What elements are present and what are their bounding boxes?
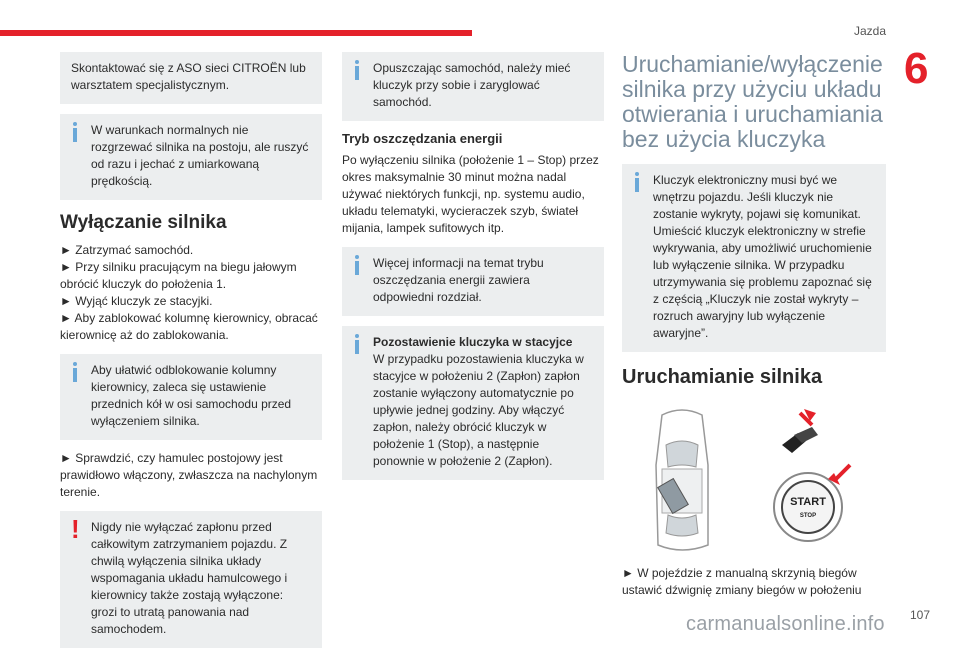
info-icon [71,122,81,142]
info-text-first: Kluczyk elektroniczny musi być we [653,173,838,187]
info-text-rest: wnętrzu pojazdu. Jeśli kluczyk nie zostanie wykryty, pojawi się komunikat. Umieścić kluczyk elektroniczny w strefie wykrywania, aby umożliwić uruchomienie lub wyłączenie silnika. W przypadku utrzymywania się problemu zapoznać się z częścią „Kluczyk nie został wykryty – rozruch awaryjny lub wyłączenie awaryjne”. [653,190,872,340]
section-title-keyless: Uruchamianie/wyłączenie silnika przy użyciu układu otwierania i uruchamiania bez użycia kluczyka [622,51,883,152]
info-box-warmup [60,114,322,200]
step-5: ► Sprawdzić, czy hamulec postojowy jest prawidłowo włączony, zwłaszcza na nachylonym terenie. [60,451,318,499]
top-accent-bar [0,30,472,36]
note-text: Skontaktować się z ASO sieci CITROËN lub warsztatem specjalistycznym. [71,61,306,92]
info-icon [71,362,81,382]
watermark: carmanualsonline.info [686,613,885,635]
info-box-steering [60,354,322,440]
step-3: ► Wyjąć kluczyk ze stacyjki. [60,294,213,308]
step-2: ► Przy silniku pracującym na biegu jałowym obrócić kluczyk do położenia 1. [60,260,297,291]
warning-box-ignition [60,511,322,648]
energy-saving-paragraph: Po wyłączeniu silnika (położenie 1 – Stop) przez okres maksymalnie 30 minut można nadal używać niektórych funkcji, np. systemu audio, układu telematyki, wycieraczek szyb, świateł mijania, lampek sufitowych itp. [342,153,599,235]
section-heading-engine-off: Wyłączanie silnika [60,212,227,233]
info-icon [353,60,363,80]
info-text-rest: oszczędzania energii zawiera odpowiedni rozdział. [373,273,530,304]
info-text-rest: kierownicy, zaleca się ustawienie przednich kół w osi samochodu przed wyłączeniem silnika. [91,380,292,428]
info-text-rest: W przypadku pozostawienia kluczyka w stacyjce w położeniu 2 (Zapłon) zapłon zostanie wyłączony automatycznie po upływie jednej godziny. Aby włączyć zapłon, należy obrócić kluczyk w położenie 1 (Stop), a następnie ponownie w położenie 2 (Zapłon). [373,352,584,468]
info-icon [353,334,363,354]
step-1: ► Zatrzymać samochód. [60,243,194,257]
warning-icon: ! [71,514,80,544]
info-icon [633,172,643,192]
info-text-first: Aby ułatwić odblokowanie kolumny [91,363,277,377]
car-top-view-icon [622,405,886,555]
info-box-title: Pozostawienie kluczyka w stacyjce [373,335,573,349]
page-number: 107 [909,608,930,622]
info-box-leaving [342,52,604,121]
step-4: ► Aby zablokować kolumnę kierownicy, obracać kierownicę aż do zablokowania. [60,311,318,342]
warning-text-first: Nigdy nie wyłączać zapłonu przed [91,520,272,534]
info-icon [353,255,363,275]
section-heading-energy-saving: Tryb oszczędzania energii [342,131,503,146]
stop-label: STOP [799,513,817,519]
info-text-first: W warunkach normalnych nie [91,123,249,137]
start-illustration [622,405,886,555]
info-box-energy [342,247,604,316]
chapter-number: 6 [904,44,929,93]
note-box-aso [60,52,322,104]
info-text-first: Opuszczając samochód, należy mieć [373,61,571,75]
column-2 [342,52,604,490]
column-3 [622,52,886,599]
info-text-first: Więcej informacji na temat trybu [373,256,544,270]
info-box-key-left [342,326,604,480]
column-1 [60,52,322,658]
info-text-rest: rozgrzewać silnika na postoju, ale ruszyć od razu i jechać z umiarkowaną prędkością. [91,140,309,188]
info-box-electronic-key [622,164,886,352]
step-manual-gearbox: ► W pojeździe z manualną skrzynią biegów ustawić dźwignię zmiany biegów w położeniu [622,566,862,597]
chapter-label: Jazda [853,24,886,38]
info-text-rest: kluczyk przy sobie i zaryglować samochód. [373,78,540,109]
section-heading-engine-start: Uruchamianie silnika [622,366,823,388]
warning-text-rest: całkowitym zatrzymaniem pojazdu. Z chwilą wyłączenia silnika układy wspomagania układu hamulcowego i kierownicy także zostają wyłączone: grozi to utratą panowania nad samochodem. [91,537,288,636]
start-label: START [790,496,826,508]
